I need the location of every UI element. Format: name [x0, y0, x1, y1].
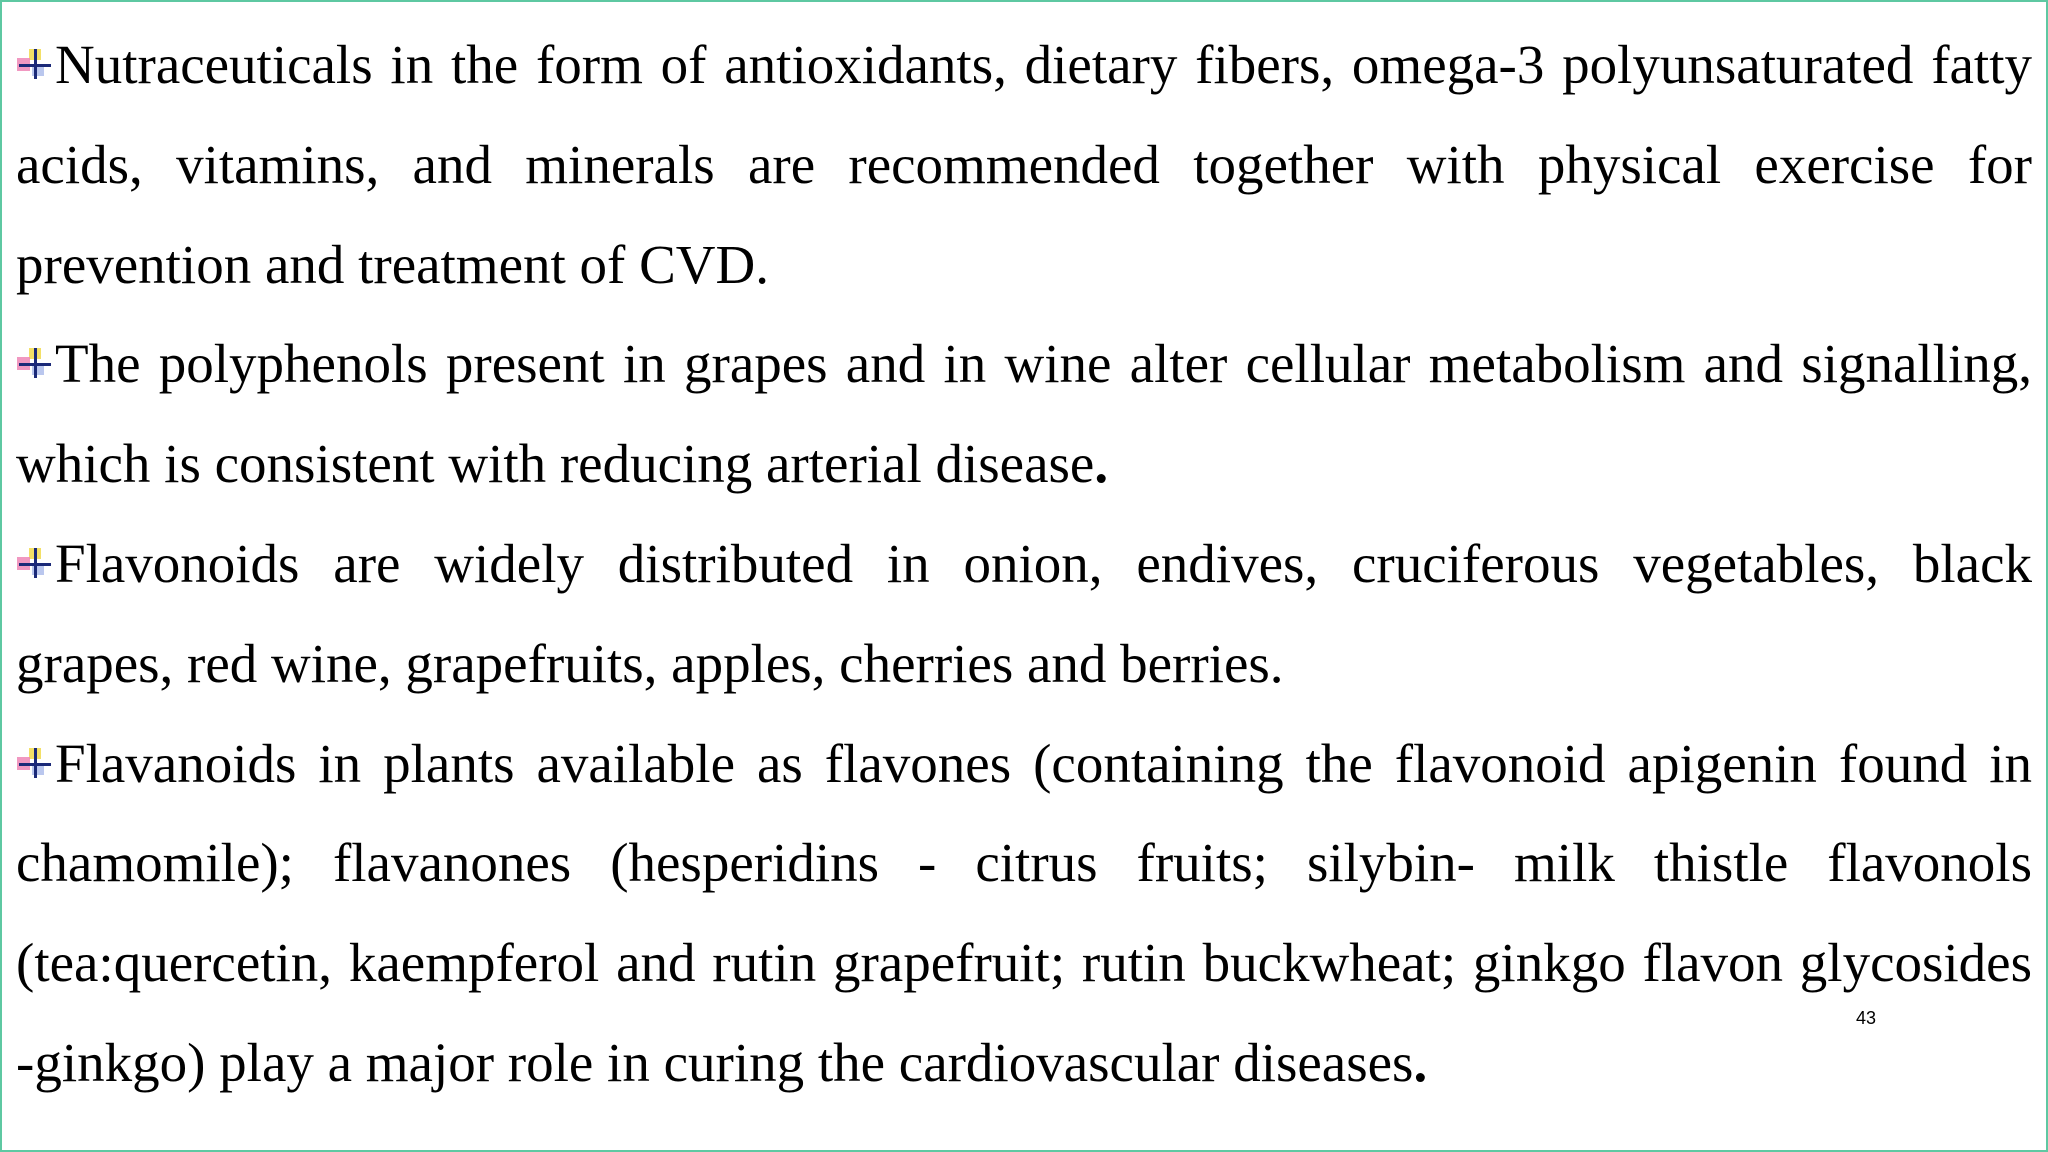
text-line: Flavonoids are widely distributed in onion, endives, cruciferous vegetables, black: [16, 514, 2032, 614]
bullet-icon: [16, 347, 52, 379]
bold-period: .: [1094, 433, 1109, 495]
text-line: Flavanoids in plants available as flavones (containing the flavonoid apigenin found in: [16, 714, 2032, 814]
slide-body: [16, 15, 2032, 1113]
bullet-paragraph: [16, 514, 2032, 714]
page-number: 43: [1856, 1008, 1877, 1028]
text-line: Nutraceuticals in the form of antioxidants, dietary fibers, omega-3 polyunsaturated fatty: [16, 15, 2032, 115]
bullet-icon: [16, 747, 52, 779]
bullet-icon: [16, 547, 52, 579]
text-line: prevention and treatment of CVD.: [16, 233, 769, 295]
text-line: grapes, red wine, grapefruits, apples, cherries and berries.: [16, 632, 1284, 694]
bold-period: .: [1413, 1031, 1428, 1093]
text-line: (tea:quercetin, kaempferol and rutin grapefruit; rutin buckwheat; ginkgo flavon glycosides: [16, 932, 2032, 994]
bullet-paragraph: [16, 314, 2032, 514]
text-line: acids, vitamins, and minerals are recommended together with physical exercise for: [16, 133, 2032, 195]
bullet-icon: [16, 48, 52, 80]
text-line: which is consistent with reducing arterial disease.: [16, 433, 1109, 495]
bullet-paragraph: [16, 714, 2032, 1113]
bullet-paragraph: [16, 15, 2032, 314]
text-line: -ginkgo) play a major role in curing the cardiovascular diseases.: [16, 1031, 1428, 1093]
text-line: The polyphenols present in grapes and in wine alter cellular metabolism and signalling,: [16, 314, 2032, 414]
text-line: chamomile); flavanones (hesperidins - citrus fruits; silybin- milk thistle flavonols: [16, 832, 2032, 894]
